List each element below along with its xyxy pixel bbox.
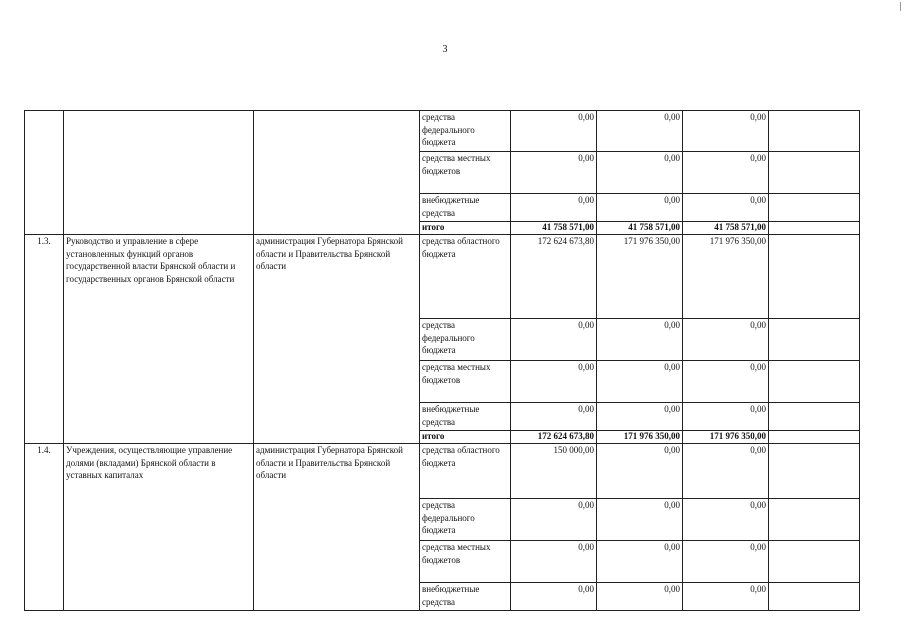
- row-number-cell: [25, 111, 64, 235]
- empty-cell: [769, 444, 860, 499]
- value-cell: 0,00: [597, 583, 683, 611]
- empty-cell: [769, 431, 860, 444]
- total-value: 41 758 571,00: [597, 222, 683, 235]
- source-label: средства федерального бюджета: [420, 319, 511, 361]
- total-value: 172 624 673,80: [511, 431, 597, 444]
- value-cell: 0,00: [511, 499, 597, 541]
- source-label: средства федерального бюджета: [420, 499, 511, 541]
- value-cell: 0,00: [683, 444, 769, 499]
- source-label: внебюджетные средства: [420, 403, 511, 431]
- table-row: [25, 235, 860, 319]
- empty-cell: [769, 235, 860, 319]
- value-cell: 0,00: [683, 361, 769, 403]
- row-number-cell: 1.3.: [25, 235, 64, 444]
- value-cell: 0,00: [511, 541, 597, 583]
- value-cell: 0,00: [683, 403, 769, 431]
- empty-cell: [769, 541, 860, 583]
- source-label: средства местных бюджетов: [420, 152, 511, 194]
- value-cell: 0,00: [597, 403, 683, 431]
- table-row: [25, 444, 860, 499]
- value-cell: 0,00: [683, 499, 769, 541]
- value-cell: 150 000,00: [511, 444, 597, 499]
- empty-cell: [769, 194, 860, 222]
- total-value: 41 758 571,00: [511, 222, 597, 235]
- value-cell: 0,00: [511, 194, 597, 222]
- empty-cell: [769, 361, 860, 403]
- scan-edge-mark: [900, 2, 901, 11]
- value-cell: 0,00: [597, 499, 683, 541]
- source-label: внебюджетные средства: [420, 194, 511, 222]
- value-cell: 0,00: [683, 583, 769, 611]
- value-cell: 0,00: [597, 319, 683, 361]
- value-cell: 0,00: [683, 111, 769, 152]
- value-cell: 0,00: [597, 361, 683, 403]
- source-label: средства областного бюджета: [420, 444, 511, 499]
- value-cell: 171 976 350,00: [683, 235, 769, 319]
- empty-cell: [769, 319, 860, 361]
- value-cell: 0,00: [511, 583, 597, 611]
- budget-table: [24, 110, 860, 611]
- value-cell: 0,00: [511, 403, 597, 431]
- value-cell: 0,00: [511, 111, 597, 152]
- value-cell: 0,00: [683, 152, 769, 194]
- activity-name-cell: Учреждения, осуществляющие управление долями (вкладами) Брянской области в уставных капиталах: [64, 444, 254, 611]
- executor-cell: администрация Губернатора Брянской области и Правительства Брянской области: [254, 235, 420, 444]
- value-cell: 172 624 673,80: [511, 235, 597, 319]
- empty-cell: [769, 152, 860, 194]
- source-label: внебюджетные средства: [420, 583, 511, 611]
- value-cell: 0,00: [597, 444, 683, 499]
- activity-name-cell: Руководство и управление в сфере установленных функций органов государственной власти Брянской области и государственных органов Брянской области: [64, 235, 254, 444]
- source-label: средства местных бюджетов: [420, 541, 511, 583]
- empty-cell: [769, 583, 860, 611]
- total-label: итого: [420, 431, 511, 444]
- activity-name-cell: [64, 111, 254, 235]
- source-label: средства федерального бюджета: [420, 111, 511, 152]
- source-label: средства местных бюджетов: [420, 361, 511, 403]
- value-cell: 0,00: [597, 194, 683, 222]
- value-cell: 0,00: [511, 361, 597, 403]
- total-value: 171 976 350,00: [683, 431, 769, 444]
- empty-cell: [769, 222, 860, 235]
- value-cell: 0,00: [597, 541, 683, 583]
- page-number: 3: [442, 44, 448, 55]
- source-label: средства областного бюджета: [420, 235, 511, 319]
- row-number-cell: 1.4.: [25, 444, 64, 611]
- total-value: 41 758 571,00: [683, 222, 769, 235]
- value-cell: 0,00: [683, 194, 769, 222]
- value-cell: 0,00: [511, 319, 597, 361]
- value-cell: 0,00: [683, 541, 769, 583]
- total-value: 171 976 350,00: [597, 431, 683, 444]
- table-row: [25, 111, 860, 152]
- value-cell: 171 976 350,00: [597, 235, 683, 319]
- value-cell: 0,00: [511, 152, 597, 194]
- value-cell: 0,00: [597, 111, 683, 152]
- empty-cell: [769, 111, 860, 152]
- executor-cell: администрация Губернатора Брянской области и Правительства Брянской области: [254, 444, 420, 611]
- value-cell: 0,00: [683, 319, 769, 361]
- value-cell: 0,00: [597, 152, 683, 194]
- empty-cell: [769, 403, 860, 431]
- empty-cell: [769, 499, 860, 541]
- total-label: итого: [420, 222, 511, 235]
- executor-cell: [254, 111, 420, 235]
